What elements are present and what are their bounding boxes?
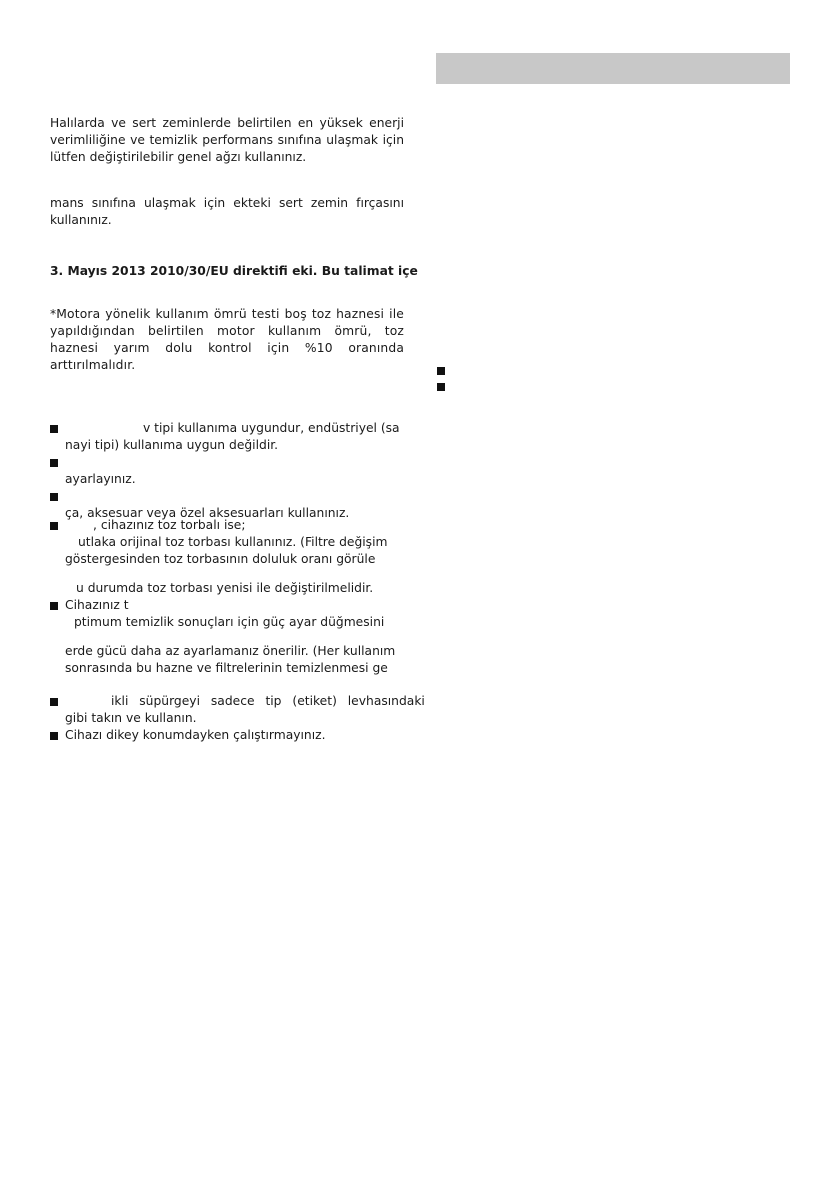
paragraph-hard-floor-brush: mans sınıfına ulaşmak için ekteki sert zemin fırçasını kullanınız. — [50, 196, 404, 227]
instructions-list — [50, 418, 425, 748]
list-item-line: v tipi kullanıma uygundur, endüstriyel (sa — [143, 421, 400, 435]
section-heading: 3. Mayıs 2013 2010/30/EU direktifi eki. Bu talimat içe — [50, 264, 418, 278]
bullet-square-icon — [50, 698, 58, 706]
list-item-line: utlaka orijinal toz torbası kullanınız. (Filtre değişim — [78, 535, 388, 549]
bullet-square-icon — [50, 425, 58, 433]
bullet-square-icon — [50, 493, 58, 501]
bullet-square-icon — [50, 459, 58, 467]
list-item-line: Cihazınız t — [65, 598, 129, 612]
section-header-bar — [436, 53, 790, 84]
paragraph-energy-efficiency: Halılarda ve sert zeminlerde belirtilen en yüksek enerji verimliliğine ve temizlik performans sınıfına ulaşmak için lütfen değiştirilebilir genel ağzı kullanınız. — [50, 116, 404, 164]
bullet-square-icon — [50, 522, 58, 530]
bullet-square-icon — [50, 732, 58, 740]
list-item-line: gibi takın ve kullanın. — [65, 711, 197, 725]
list-item-line: göstergesinden toz torbasının doluluk oranı görüle — [65, 552, 376, 566]
list-item-line: ptimum temizlik sonuçları için güç ayar düğmesini — [74, 615, 385, 629]
list-item-line: u durumda toz torbası yenisi ile değiştirilmelidir. — [76, 581, 374, 595]
list-item-line: ça, aksesuar veya özel aksesuarları kullanınız. — [65, 506, 350, 520]
bullet-square-icon — [437, 383, 445, 391]
list-item-line: Cihazı dikey konumdayken çalıştırmayınız. — [65, 728, 326, 742]
list-item-line: sonrasında bu hazne ve filtrelerinin temizlenmesi ge — [65, 661, 388, 675]
list-item-line: ayarlayınız. — [65, 472, 136, 486]
bullet-square-icon — [50, 602, 58, 610]
list-item-line: nayi tipi) kullanıma uygun değildir. — [65, 438, 279, 452]
list-item-line: erde gücü daha az ayarlamanız önerilir. (Her kullanım — [65, 644, 396, 658]
bullet-square-icon — [437, 367, 445, 375]
paragraph-motor-lifetime-note: *Motora yönelik kullanım ömrü testi boş toz haznesi ile yapıldığından belirtilen motor kullanım ömrü, toz haznesi yarım dolu kontrol için %10 oranında arttırılmalıdır. — [50, 307, 404, 372]
list-item-line: ikli süpürgeyi sadece tip (etiket) levhasındaki — [111, 694, 425, 708]
list-item-line: , cihazınız toz torbalı ise; — [93, 518, 246, 532]
